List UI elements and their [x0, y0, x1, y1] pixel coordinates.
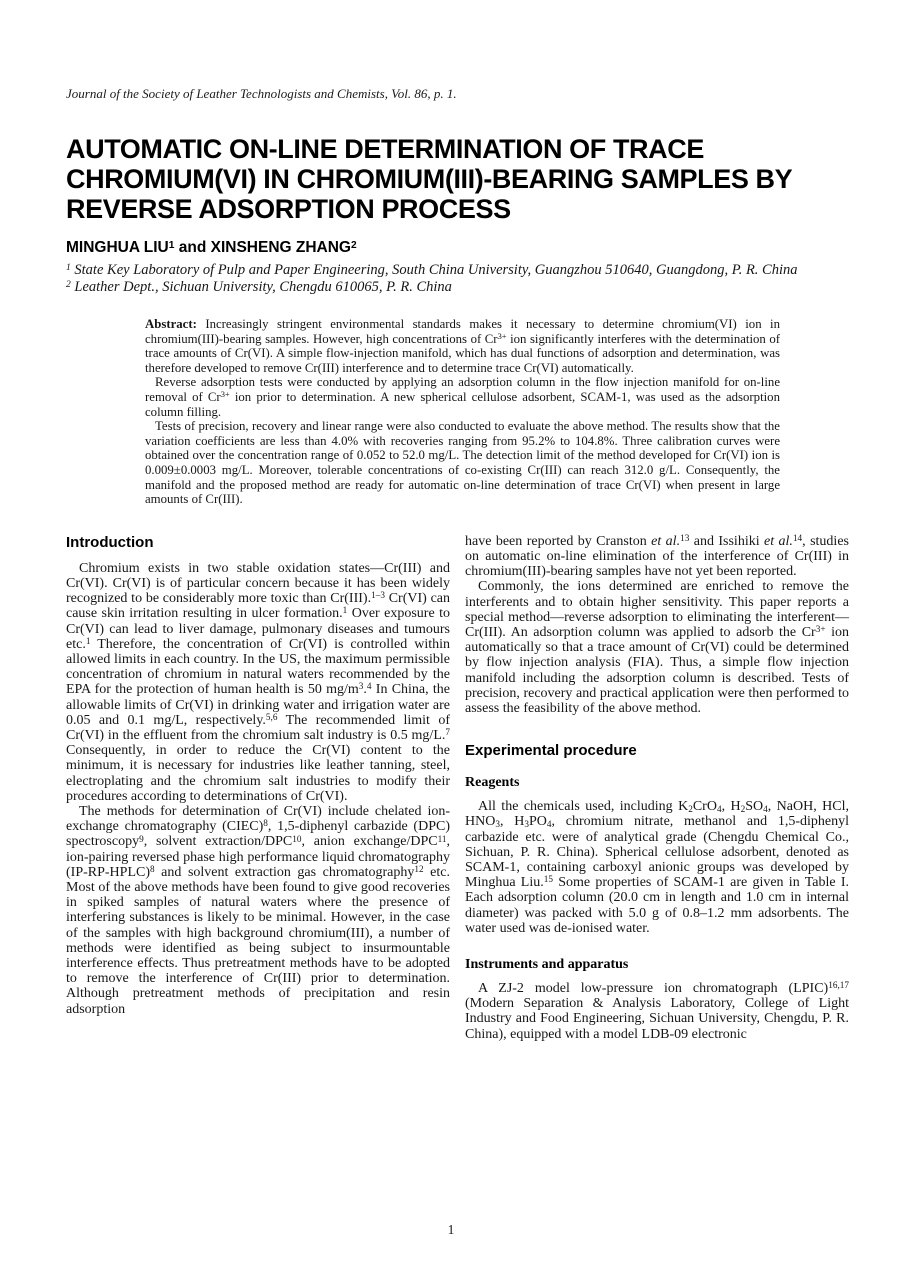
- abstract-paragraph: Abstract: Increasingly stringent environmental standards makes it necessary to determine chromium(VI) ion in chromium(III)-bearing samples. However, high concentrations of $Cr^{3+}$ ion significantly interferes with the determination of trace amounts of Cr(VI). A simple flow-injection manifold, which has dual functions of adsorption and determination, was therefore developed to remove Cr(III) interference and to determine trace Cr(VI) automatically.: [145, 317, 780, 375]
- affiliation-1: $^1$ State Key Laboratory of Pulp and Paper Engineering, South China University, Guangzhou 510640, Guangdong, P. R. China: [66, 261, 798, 278]
- affiliation-2: $^2$ Leather Dept., Sichuan University, Chengdu 610065, P. R. China: [66, 278, 452, 295]
- paragraph: A ZJ-2 model low-pressure ion chromatograph (LPIC)$^{16,17}$ (Modern Separation & Analysis Laboratory, College of Light Industry and Food Engineering, Sichuan University, Chengdu, P. R. China), equipped with a model LDB-09 electronic: [465, 980, 849, 1042]
- affiliations: [66, 262, 849, 296]
- article-title-line-2: CHROMIUM(VI) IN CHROMIUM(III)-BEARING SAMPLES BY: [66, 164, 793, 194]
- subsection-heading-reagents: Reagents: [465, 775, 520, 791]
- paragraph: The methods for determination of Cr(VI) include chelated ion-exchange chromatography (CIEC)$^8$, 1,5-diphenyl carbazide (DPC) spectroscopy$^9$, solvent extraction/DPC$^{10}$, anion exchange/DPC$^{11}$, ion-pairing reversed phase high performance liquid chromatography (IP-RP-HPLC)$^8$ and solvent extraction gas chromatography$^{12}$ etc. Most of the above methods have been found to give good recoveries in spiked samples of natural waters where the presence of interfering substances is likely to be minimal. However, in the case of the samples with high background chromium(III), a number of methods were identified as being subject to insurmountable interference effects. Thus pretreatment methods have to be adopted to remove the interference of Cr(III) prior to determination. Although pretreatment methods of precipitation and resin adsorption: [66, 803, 450, 1017]
- article-title: [66, 134, 849, 224]
- paragraph: All the chemicals used, including $K_2CrO_4$, $H_2SO_4$, NaOH, HCl, $HNO_3$, $H_3PO_4$, chromium nitrate, methanol and 1,5-diphenyl carbazide etc. were of analytical grade (Chengdu Chemical Co., Sichuan, P. R. China). Spherical cellulose adsorbent, denoted as SCAM-1, containing carboxyl anionic groups was developed by Minghua Liu.$^{15}$ Some properties of SCAM-1 are given in Table I. Each adsorption column (20.0 cm in length and 1.0 cm in internal diameter) was packed with 5.0 g of 0.8–1.2 mm adsorbents. The water used was de-ionised water.: [465, 799, 849, 936]
- subsection-heading-instruments-and-apparatus: Instruments and apparatus: [465, 956, 629, 972]
- article-title-line-1: AUTOMATIC ON-LINE DETERMINATION OF TRACE: [66, 134, 704, 164]
- journal-header-line: Journal of the Society of Leather Technologists and Chemists, Vol. 86, p. 1.: [66, 86, 457, 101]
- paragraph: have been reported by Cranston et al.$^{13}$ and Issihiki et al.$^{14}$, studies on automatic on-line elimination of the interference of Cr(III) in chromium(III)-bearing samples have not yet been reported.: [465, 532, 849, 580]
- body-columns: [66, 534, 849, 1042]
- abstract-block: [145, 317, 780, 507]
- abstract-paragraph: Reverse adsorption tests were conducted by applying an adsorption column in the flow injection manifold for on-line removal of $Cr^{3+}$ ion prior to determination. A new spherical cellulose adsorbent, SCAM-1, was used as the adsorption column filling.: [145, 375, 780, 419]
- paragraph: Commonly, the ions determined are enriched to remove the interferents and to obtain higher sensitivity. This paper reports a special method—reverse adsorption to eliminating the interferent—Cr(III). An adsorption column was applied to adsorb the $Cr^{3+}$ ion automatically so that a trace amount of Cr(VI) could be determined by flow injection analysis (FIA). Thus, a simple flow injection manifold including the adsorption column is described. Tests of precision, recovery and practical application were then performed to assess the feasibility of the above method.: [465, 579, 849, 716]
- authors-line: MINGHUA LIU$^1$ and XINSHENG ZHANG$^2$: [66, 239, 357, 256]
- section-heading-introduction: Introduction: [66, 533, 154, 551]
- article-title-line-3: REVERSE ADSORPTION PROCESS: [66, 194, 511, 224]
- paragraph: Chromium exists in two stable oxidation states—Cr(III) and Cr(VI). Cr(VI) is of particular concern because it has been widely recognized to be considerably more toxic than Cr(III).$^{1-3}$ Cr(VI) can cause skin irritation resulting in ulcer formation.$^1$ Over exposure to Cr(VI) can lead to liver damage, pulmonary diseases and tumours etc.$^1$ Therefore, the concentration of Cr(VI) is controlled within allowed limits in each country. In the US, the maximum permissible concentration of chromium in natural waters recommended by the EPA for the protection of human health is 50 $mg/m^3.^4$ In China, the allowable limits of Cr(VI) in drinking water and irrigation water are 0.05 and 0.1 mg/L, respectively.$^{5,6}$ The recommended limit of Cr(VI) in the effluent from the chromium salt industry is 0.5 mg/L.$^7$ Consequently, in order to reduce the Cr(VI) content to the minimum, it is necessary for industries like leather tanning, steel, electroplating and the chromium salt industries to modify their procedures according to determinations of Cr(VI).: [66, 560, 451, 804]
- abstract-paragraph: Tests of precision, recovery and linear range were also conducted to evaluate the above method. The results show that the variation coefficients are less than 4.0% with recoveries ranging from 95.2% to 104.8%. Three calibration curves were obtained over the concentration range of 0.052 to 52.0 mg/L. The detection limit of the method developed for Cr(VI) ion is 0.009±0.0003 mg/L. Moreover, tolerable concentrations of co-existing Cr(III) can reach 312.0 g/L. Consequently, the manifold and the proposed method are ready for automatic on-line determination of trace Cr(VI) when present in large amounts of Cr(III).: [145, 419, 780, 507]
- right-column: [465, 534, 849, 1042]
- left-column: [66, 534, 450, 1042]
- page-number: 1: [447, 1222, 455, 1237]
- section-heading-experimental-procedure: Experimental procedure: [465, 742, 637, 760]
